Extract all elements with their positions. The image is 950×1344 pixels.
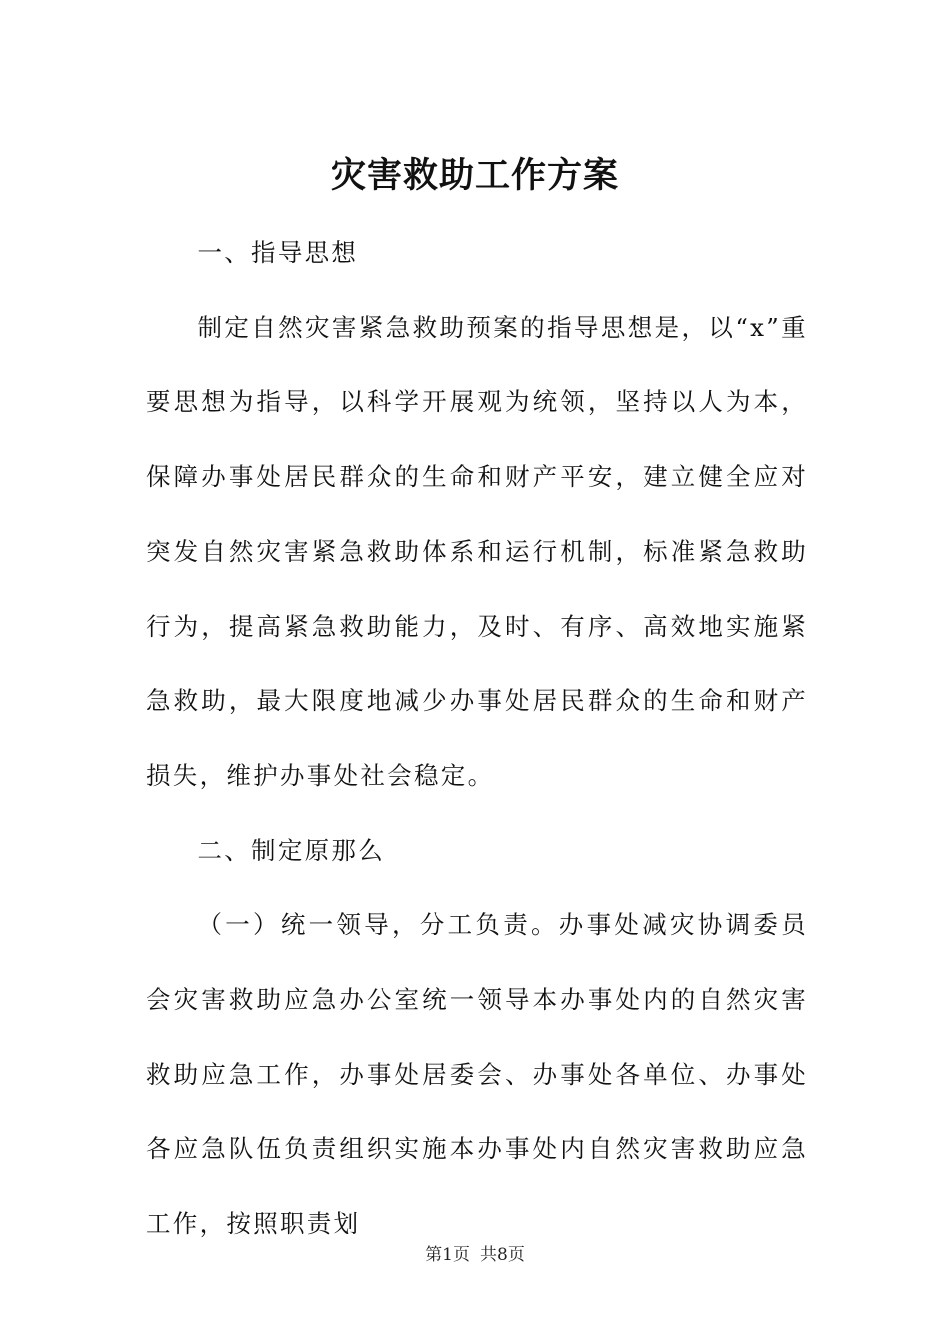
document-title: 灾害救助工作方案: [330, 155, 619, 197]
paragraph-principle-1: （一）统一领导，分工负责。办事处减灾协调委员会灾害救助应急办公室统一领导本办事处内的自然灾害救助应急工作，办事处居委会、办事处各单位、办事处各应急队伍负责组织实施本办事处内自然灾害救助应急工作，按照职责划: [146, 910, 808, 1239]
page-total: 共8页: [480, 1245, 525, 1265]
paragraph-guiding-ideology: 制定自然灾害紧急救助预案的指导思想是，以“x”重要思想为指导，以科学开展观为统领，坚持以人为本，保障办事处居民群众的生命和财产平安，建立健全应对突发自然灾害紧急救助体系和运行机制，标准紧急救助行为，提高紧急救助能力，及时、有序、高效地实施紧急救助，最大限度地减少办事处居民群众的生命和财产损失，维护办事处社会稳定。: [146, 312, 808, 790]
section-heading-principles: 二、制定原那么: [197, 835, 386, 865]
document-body: [146, 216, 808, 1262]
section-heading-guiding-ideology: 一、指导思想: [197, 238, 359, 267]
page-number: 第1页: [425, 1245, 470, 1265]
page-footer: [0, 1243, 950, 1267]
